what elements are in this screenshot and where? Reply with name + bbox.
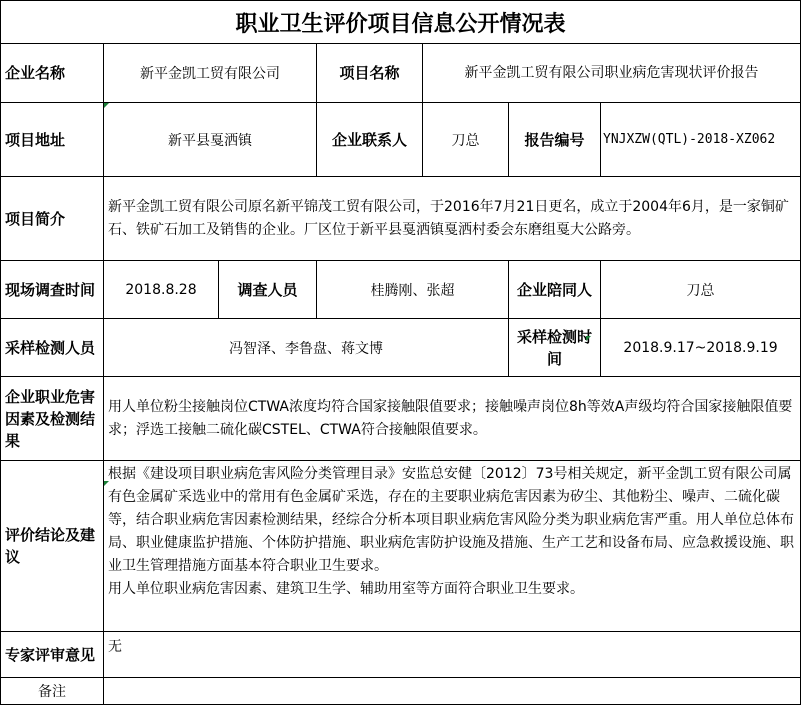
sampling-time-label: 采样检测时间	[509, 319, 601, 377]
corner-marker	[104, 103, 109, 108]
remark-label: 备注	[1, 678, 104, 705]
sampling-time-value: 2018.9.17~2018.9.19	[601, 319, 801, 377]
intro-label: 项目简介	[1, 177, 104, 261]
conclusion-paragraph-1: 根据《建设项目职业病危害风险分类管理目录》安监总安健〔2012〕73号相关规定，新平金凯工贸有限公司属有色金属矿采选业中的常用有色金属矿采选，存在的主要职业病危害因素为矽尘、其他粉尘、噪声、二硫化碳等，结合职业病危害因素检测结果，经综合分析本项目职业病危害风险分类为职业病危害严重。用人单位总体布局、职业健康监护措施、个体防护措施、职业病危害防护设施及措施、生产工艺和设备布局、应急救援设施、职业卫生管理措施方面基本符合职业卫生要求。	[108, 466, 794, 574]
survey-time-value: 2018.8.28	[104, 261, 219, 319]
report-no-value: YNJXZW(QTL)-2018-XZ062	[601, 103, 801, 177]
report-no-label: 报告编号	[509, 103, 601, 177]
company-name-label: 企业名称	[1, 44, 104, 103]
project-address-label: 项目地址	[1, 103, 104, 177]
corner-marker	[586, 336, 591, 341]
sampling-staff-label: 采样检测人员	[1, 319, 104, 377]
project-address-value: 新平县戛洒镇	[104, 103, 317, 177]
expert-label: 专家评审意见	[1, 632, 104, 678]
project-name-label: 项目名称	[317, 44, 423, 103]
conclusion-paragraph-2: 用人单位职业病危害因素、建筑卫生学、辅助用室等方面符合职业卫生要求。	[108, 581, 584, 597]
investigators-label: 调查人员	[219, 261, 317, 319]
survey-time-label: 现场调查时间	[1, 261, 104, 319]
contact-value: 刀总	[423, 103, 509, 177]
escort-label: 企业陪同人	[509, 261, 601, 319]
sampling-staff-value: 冯智泽、李鲁盘、蒋文博	[104, 319, 509, 377]
contact-label: 企业联系人	[317, 103, 423, 177]
investigators-value: 桂腾刚、张超	[317, 261, 509, 319]
conclusion-value	[104, 461, 801, 632]
page-title: 职业卫生评价项目信息公开情况表	[1, 1, 801, 44]
remark-value	[104, 678, 801, 705]
expert-value: 无	[104, 632, 801, 678]
hazard-value: 用人单位粉尘接触岗位CTWA浓度均符合国家接触限值要求；接触噪声岗位8h等效A声级均符合国家接触限值要求；浮选工接触二硫化碳CSTEL、CTWA符合接触限值要求。	[104, 377, 801, 461]
project-name-value: 新平金凯工贸有限公司职业病危害现状评价报告	[423, 44, 801, 103]
intro-value: 新平金凯工贸有限公司原名新平锦茂工贸有限公司，于2016年7月21日更名，成立于2004年6月，是一家铜矿石、铁矿石加工及销售的企业。厂区位于新平县戛洒镇戛洒村委会东磨组戛大公路旁。	[104, 177, 801, 261]
hazard-label: 企业职业危害因素及检测结果	[1, 377, 104, 461]
company-name-value: 新平金凯工贸有限公司	[104, 44, 317, 103]
escort-value: 刀总	[601, 261, 801, 319]
conclusion-label: 评价结论及建议	[1, 461, 104, 632]
corner-marker	[104, 481, 109, 486]
